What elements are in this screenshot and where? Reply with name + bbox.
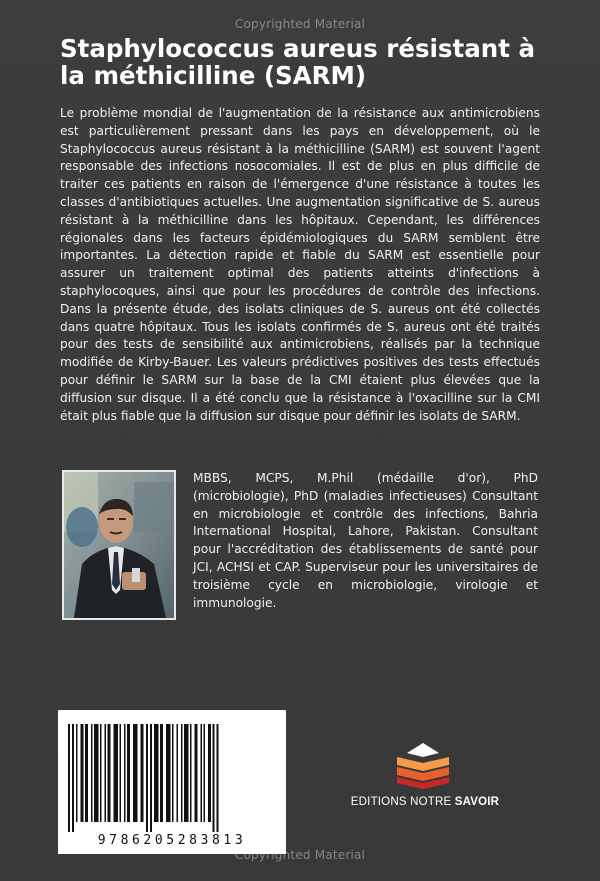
publisher-name xyxy=(350,796,500,808)
book-title: Staphylococcus aureus résistant à la méthicilline (SARM) xyxy=(60,34,535,90)
publisher-name-regular: EDITIONS NOTRE xyxy=(350,796,455,808)
publisher-name-bold: SAVOIR xyxy=(454,796,500,808)
abstract-text: Le problème mondial de l'augmentation de la résistance aux antimicrobiens est particulièrement pressant dans les pays en développement, où le Staphylococcus aureus résistant à la méthicilline (SARM) est souvent l'agent responsable des infections nosocomiales. Il est de plus en plus difficile de traiter ces patients en raison de l'émergence d'une résistance à toutes les classes d'antibiotiques actuelles. Une augmentation significative de S. aureus résistant à la méthicilline dans les hôpitaux. Cependant, les différences régionales dans les facteurs épidémiologiques du SARM semblent être importantes. La détection rapide et fiable du SARM est essentielle pour assurer un traitement optimal des patients atteints d'infections à staphylocoques, ainsi que pour les procédures de contrôle des infections. Dans la présente étude, des isolats cliniques de S. aureus ont été collectés dans quatre hôpitaux. Tous les isolats confirmés de S. aureus ont été traités pour des tests de sensibilité aux antimicrobiens, réalisés par la technique modifiée de Kirby-Bauer. Les valeurs prédictives positives des tests effectués pour définir le SARM sur la base de la CMI étaient plus élevées que la diffusion sur disque. Il a été conclu que la résistance à l'oxacilline sur la CMI était plus fiable que la diffusion sur disque pour définir les isolats de SARM. xyxy=(60,106,540,423)
barcode xyxy=(58,710,286,854)
author-bio: MBBS, MCPS, M.Phil (médaille d'or), PhD (microbiologie), PhD (maladies infectieuses) Consultant en microbiologie et contrôle des infections, Bahria International Hospital, Lahore, Pakistan. Consultant pour l'accréditation des établissements de santé pour JCI, ACHSI et CAP. Superviseur pour les universitaires de troisième cycle en microbiologie, virologie et immunologie. xyxy=(193,471,538,610)
isbn-number: 9786205283813 xyxy=(97,833,247,848)
watermark-top: Copyrighted Material xyxy=(234,17,366,31)
author-portrait xyxy=(62,470,176,620)
book-stack-logo-icon xyxy=(395,743,451,789)
watermark-bottom: Copyrighted Material xyxy=(234,848,366,862)
barcode-icon xyxy=(66,724,278,832)
